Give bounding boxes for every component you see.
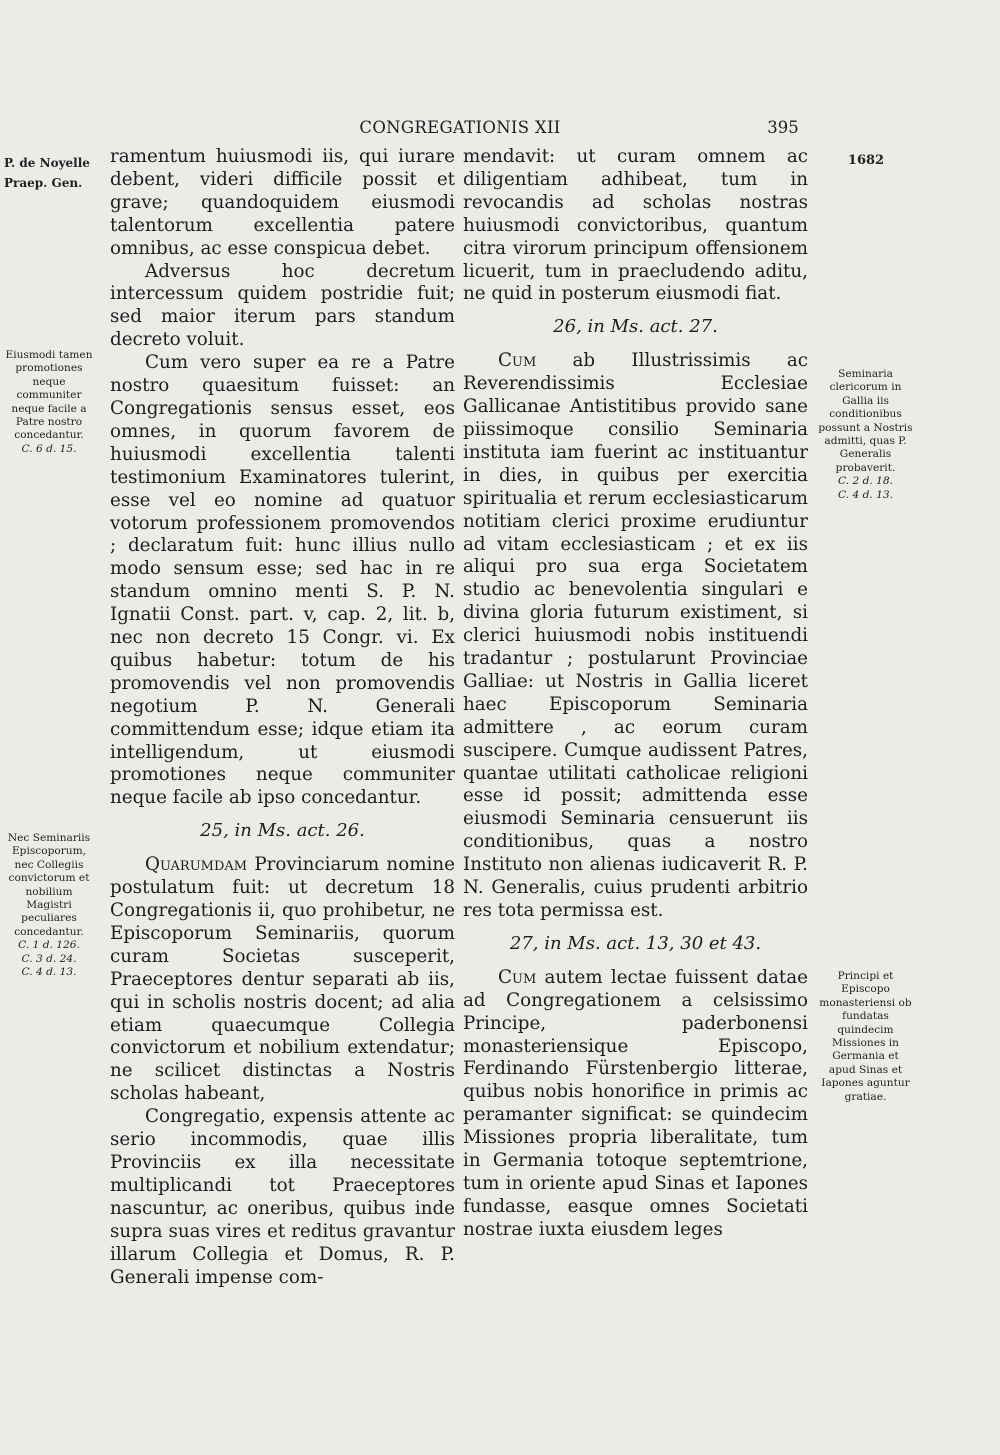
- right-paragraph-3: [463, 967, 808, 1242]
- running-title: CONGREGATIONIS XII: [359, 118, 561, 137]
- section-heading-25: 25, in Ms. act. 26.: [200, 820, 365, 842]
- page-number: 395: [767, 118, 799, 137]
- section-heading-27: 27, in Ms. act. 13, 30 et 43.: [509, 932, 762, 954]
- right-paragraph-2: [463, 350, 808, 923]
- left-paragraph-3: Cum vero super ea re a Patre nostro quaesitum fuisset: an Congregationis sensus esset, eos omnes, in quorum favorem de huiusmodi excellentia talenti testimonium Examinatores tulerint, esse vel eo nomine ad quatuor votorum professionem promovendos ; declaratum fuit: hunc illius nullo modo sensum esse; sed hac in re standum omnino menti S. P. N. Ignatii Const. part. v, cap. 2, lit. b, nec non decreto 15 Congr. vi. Ex quibus habetur: totum de his promovendis vel non promovendis negotium P. N. Generali committendum esse; idque etiam ita intelligendum, ut eiusmodi promotiones neque communiter neque facile ab ipso concedantur.: [110, 352, 455, 809]
- left-paragraph-2: Adversus hoc decretum intercessum quidem postridie fuit; sed maior iterum pars standum decreto voluit.: [110, 260, 455, 351]
- left-note-2-text: Nec Seminariis Episcoporum, nec Collegiis convictorum et nobilium Magistri peculiares concedantur.: [7, 832, 91, 938]
- paragraph-3-body: autem lectae fuissent datae ad Congregationem a celsissimo Principe, paderbonensi monasteriensique Episcopo, Ferdinando Fürstenbergio litterae, quibus nobis honorifice in primis ac peramanter significat: se quindecim Missiones propria liberalitate, tum in Germania totoque septemtrione, tum in oriente apud Sinas et Iapones fundasse, easque omnes Societati nostrae iuxta eiusdem leges: [463, 966, 808, 1240]
- right-text-column: [463, 146, 808, 1242]
- left-note-2-ref-2: C. 3 d. 24.: [21, 952, 77, 965]
- paragraph-2-body: ab Illustrissimis ac Reverendissimis Ecclesiae Gallicanae Antistitibus provido sane piissimoque consilio Seminaria instituta iam fuerint ac instituantur in dies, in quibus per exercitia spiritualia et rerum ecclesiasticarum notitiam clerici proxime erudiuntur ad vitam ecclesiasticam ; et ex iis aliqui pro sua erga Societatem studio ac benevolentia singulari e divina gloria futurum existiment, si clerici huiusmodi nobis instituendi tradantur ; postularunt Provinciae Galliae: ut Nostris in Gallia liceret haec Episcoporum Seminaria admittere , ac eorum curam suscipere. Cumque audissent Patres, quantae utilitati catholicae religioni esse id possit; admittenda esse eiusmodi Seminaria censuerunt iis conditionibus, quas a nostro Instituto non alienas iudicaverit R. P. N. Generalis, cuius prudenti arbitrio res tota permissa est.: [463, 350, 808, 921]
- left-note-2-ref-3: C. 4 d. 13.: [21, 966, 77, 979]
- left-margin-note-2: [2, 832, 96, 979]
- left-margin-note-1: [4, 349, 94, 456]
- left-paragraph-4: [110, 854, 455, 1106]
- paragraph-4-body: Provinciarum nomine postulatum fuit: ut decretum 18 Congregationis ii, quo prohibetur, ne Episcoporum Seminariis, quorum curam Societas susceperit, Praeceptores dentur separati ab iis, qui in scholis nostris docent; ad alia etiam quaecumque Collegia convictorum et nobilium extendatur; ne scilicet distinctas a Nostris scholas habeant,: [110, 854, 455, 1105]
- left-running-head: P. de Noyelle Praep. Gen.: [4, 156, 90, 190]
- right-note-1-ref-2: C. 4 d. 13.: [838, 488, 893, 501]
- right-note-1-text: Seminaria clericorum in Gallia iis conditionibus possunt a Nostris admitti, quas P. Generalis probaverit.: [818, 368, 913, 474]
- left-note-2-ref-1: C. 1 d. 126.: [18, 939, 80, 952]
- left-paragraph-1: ramentum huiusmodi iis, qui iurare debent, videri difficile possit et grave; quandoquidem eiusmodi talentorum excellentia patere omnibus, ac esse conspicua debet.: [110, 146, 455, 259]
- right-paragraph-1: mendavit: ut curam omnem ac diligentiam adhibeat, tum in revocandis ad scholas nostras huiusmodi convictoribus, quantum citra virorum principum offensionem licuerit, tum in praecludendo aditu, ne quid in posterum eiusmodi fiat.: [463, 146, 808, 305]
- year-marker: 1682: [847, 153, 885, 168]
- left-paragraph-5: Congregatio, expensis attente ac serio incommodis, quae illis Provinciis ex illa necessitate multiplicandi tot Praeceptores nascuntur, ac oneribus, quibus inde supra suas vires et reditus gravantur illarum Collegia et Domus, R. P. Generali impense com-: [110, 1106, 455, 1288]
- right-margin-note-2: [818, 970, 913, 1104]
- right-note-1-ref-1: C. 2 d. 18.: [838, 475, 893, 488]
- paragraph-4-initial-word: Quarumdam: [145, 854, 248, 876]
- right-note-2-text: Principi et Episcopo monasteriensi ob fundatas quindecim Missiones in Germania et apud Sinas et Iapones aguntur gratiae.: [819, 970, 912, 1103]
- right-margin-note-1: [818, 368, 913, 502]
- paragraph-2-initial-word: Cum: [498, 350, 537, 372]
- paragraph-3-initial-word: Cum: [498, 966, 537, 988]
- left-note-1-ref: C. 6 d. 15.: [21, 442, 77, 455]
- section-heading-26: 26, in Ms. act. 27.: [553, 316, 718, 338]
- left-text-column: [110, 146, 455, 1289]
- left-note-1-text: Eiusmodi tamen promotiones neque communiter neque facile a Patre nostro concedantur.: [5, 349, 93, 442]
